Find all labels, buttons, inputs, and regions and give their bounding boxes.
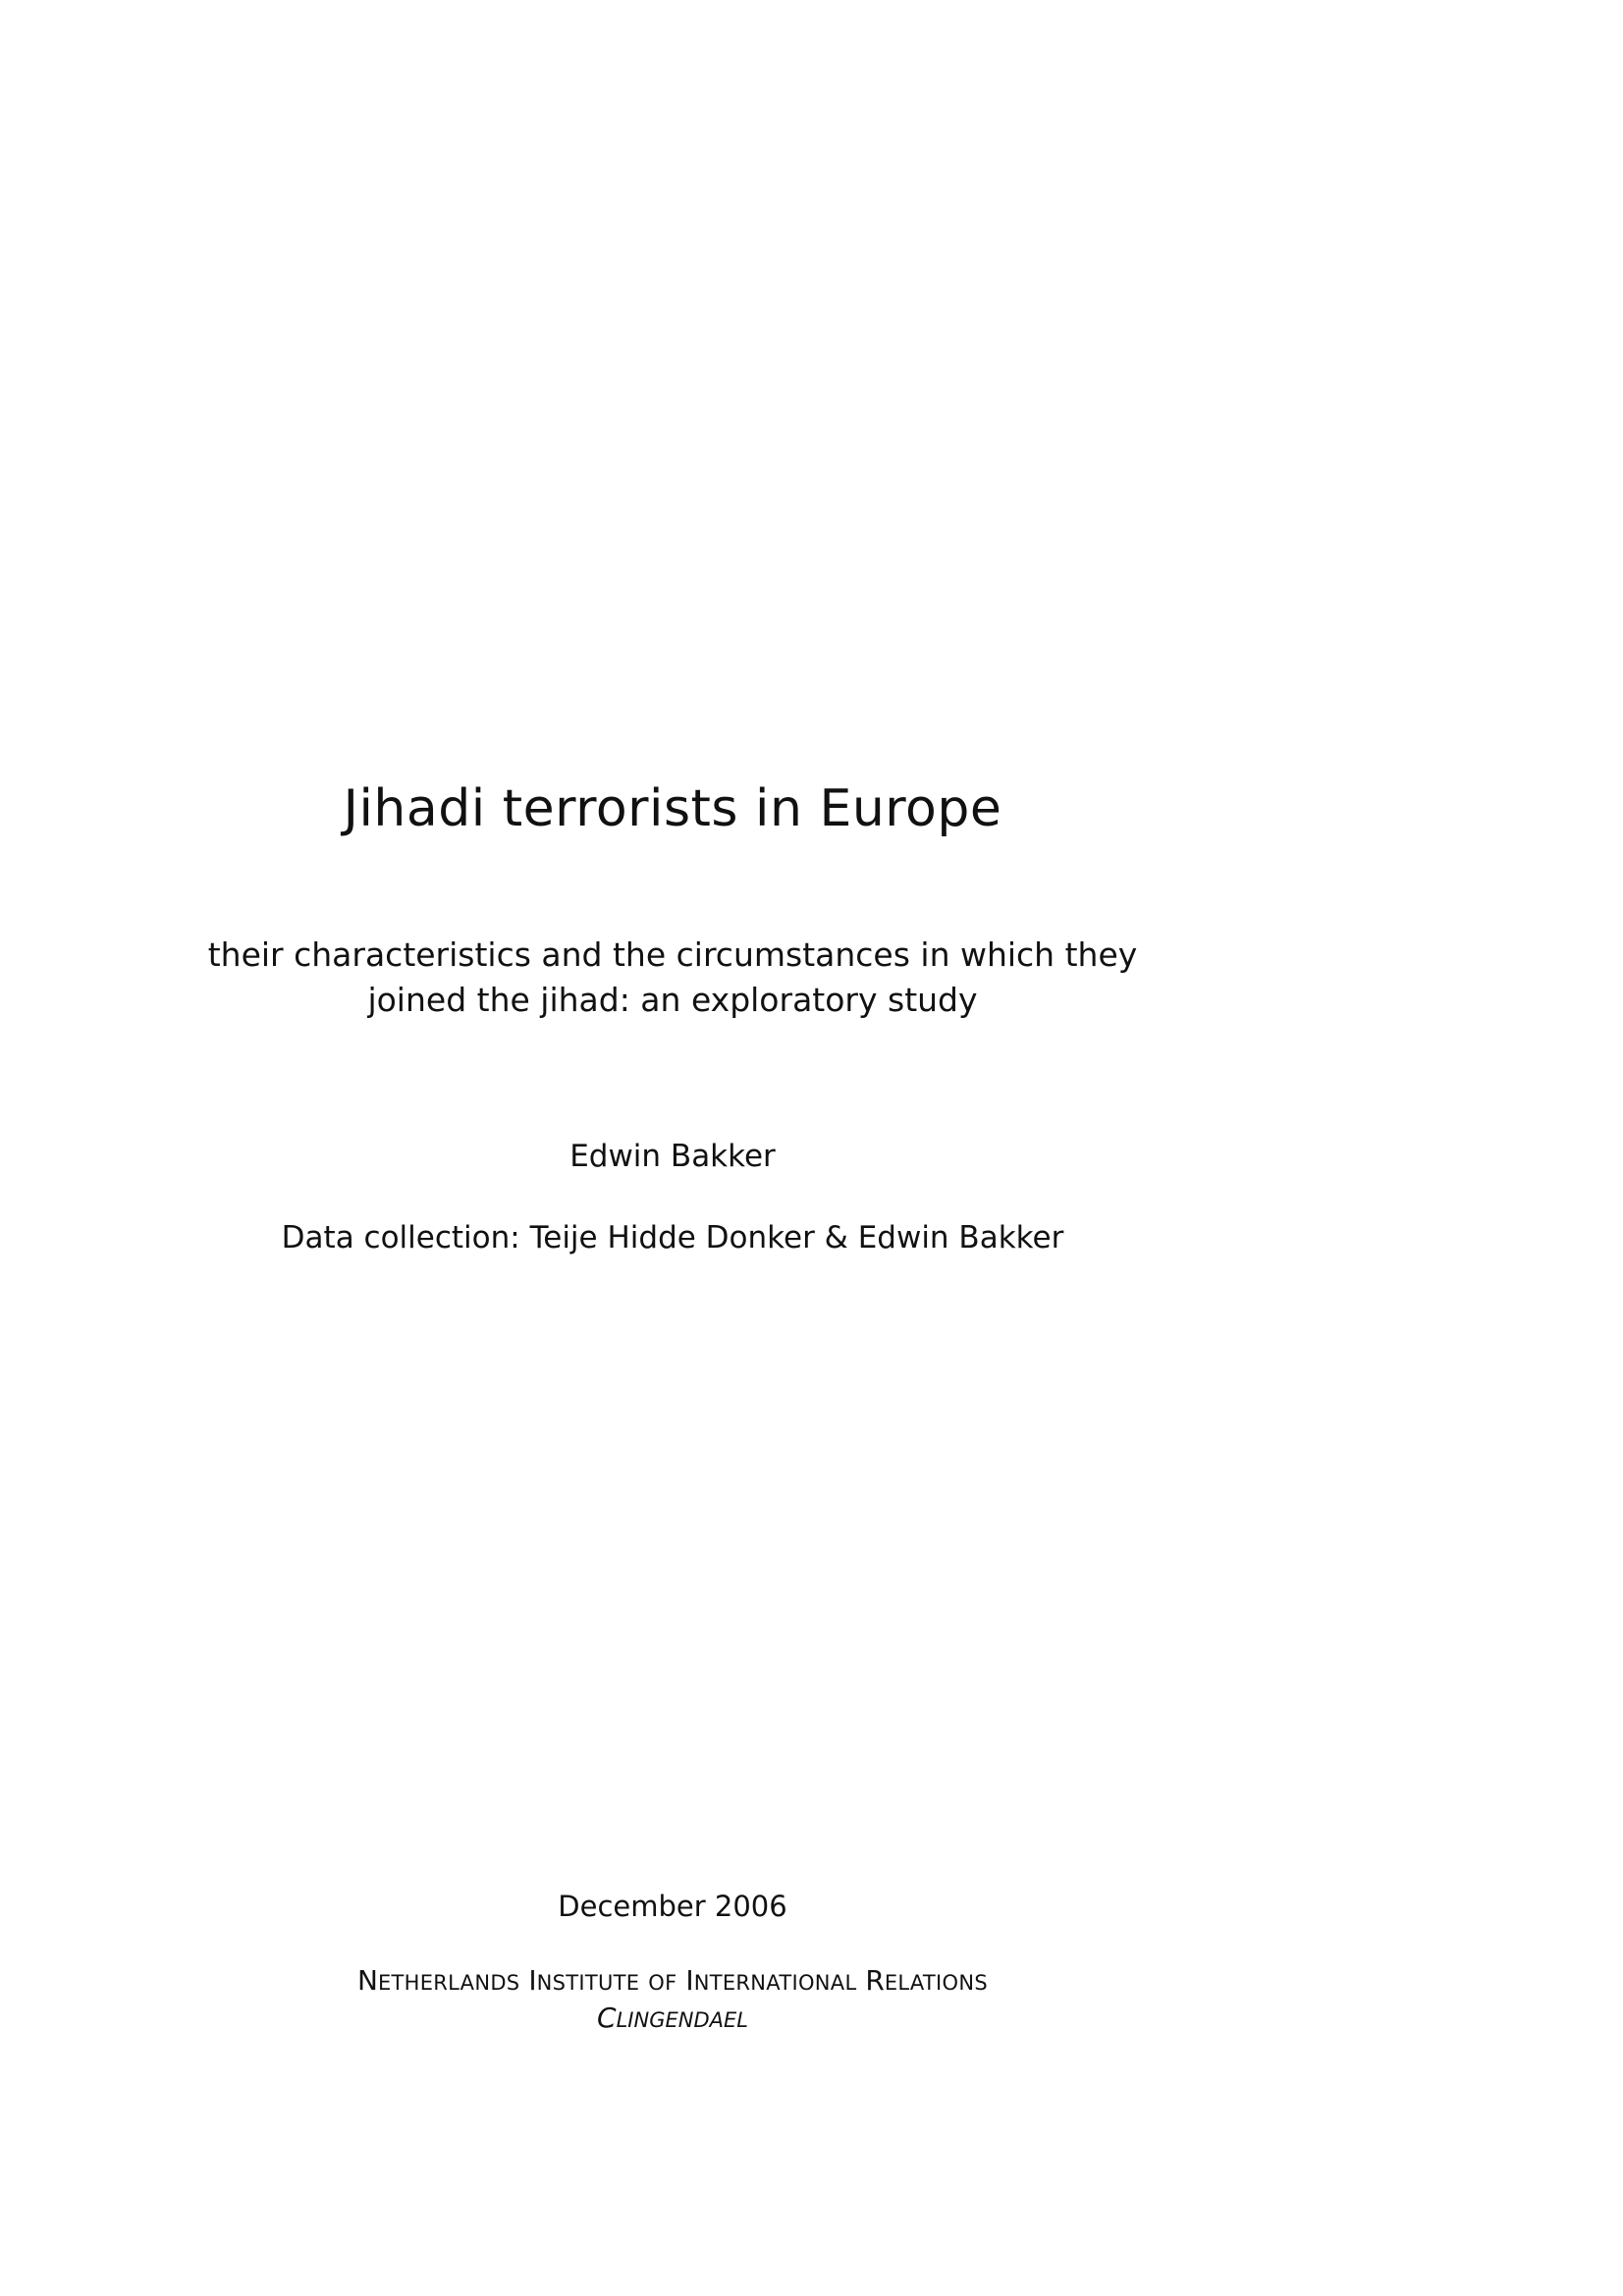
publisher-cap: C	[597, 2002, 617, 2034]
institute-word-5-rest: ELATIONS	[884, 1971, 989, 1995]
institute-word-1-cap: N	[356, 1964, 378, 1997]
publisher-name	[196, 2001, 1149, 2038]
subtitle-line-1: their characteristics and the circumstances in which they	[207, 935, 1138, 974]
subtitle-line-2: joined the jihad: an exploratory study	[367, 981, 978, 1019]
institute-word-4-rest: NTERNATIONAL	[693, 1971, 857, 1995]
publication-date: December 2006	[558, 1890, 787, 1923]
publisher-rest: LINGENDAEL	[616, 2008, 748, 2032]
institute-word-4-cap: I	[685, 1964, 694, 1997]
institute-word-1-rest: ETHERLANDS	[377, 1971, 520, 1995]
document-title: Jihadi terrorists in Europe	[343, 779, 1002, 838]
institute-word-5-cap: R	[865, 1964, 885, 1997]
institute-word-3: OF	[648, 1971, 677, 1995]
institute-word-2-rest: NSTITUTE	[536, 1971, 640, 1995]
data-collection-credit: Data collection: Teije Hidde Donker & Edwin Bakker	[281, 1220, 1064, 1255]
document-subtitle	[196, 933, 1149, 1023]
institute-name	[196, 1963, 1149, 2001]
author-name: Edwin Bakker	[569, 1139, 776, 1174]
institute-word-2-cap: I	[528, 1964, 537, 1997]
